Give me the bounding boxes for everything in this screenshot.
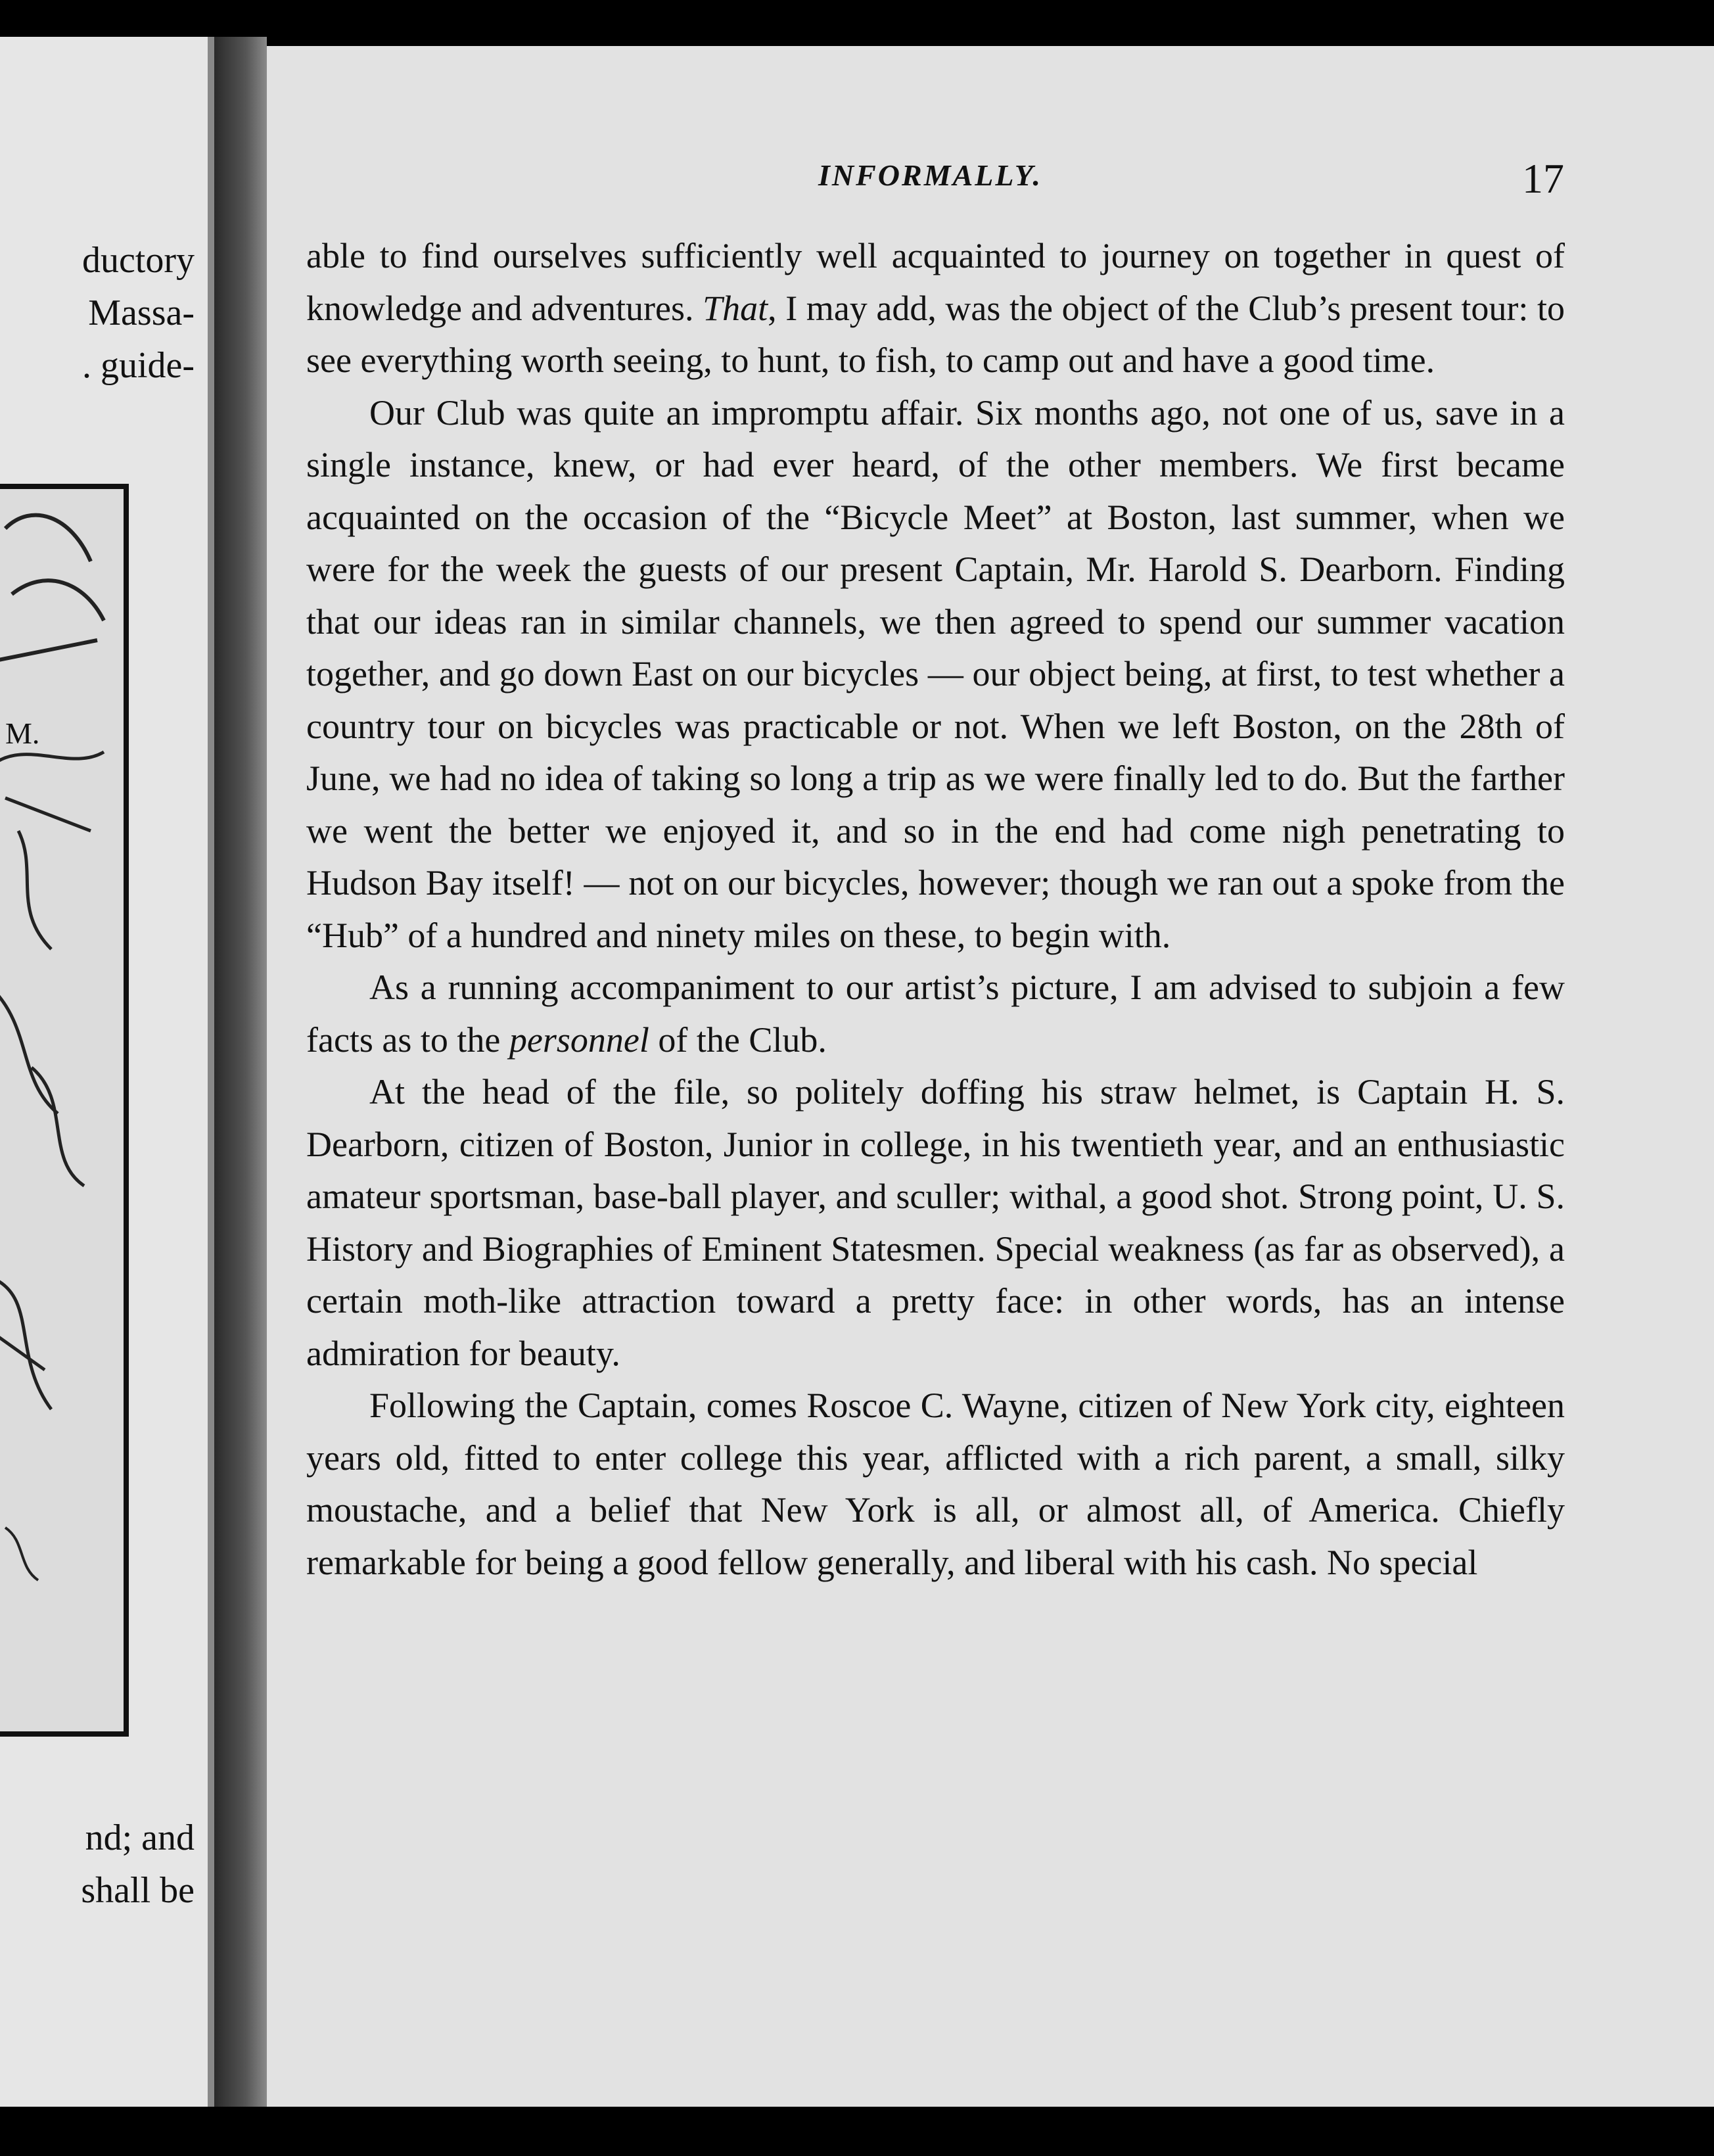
illustration-sign-text: M. (5, 716, 40, 750)
left-page-line-5: shall be (81, 1870, 195, 1911)
paragraph (306, 230, 1565, 387)
scan-border (0, 2107, 1714, 2156)
paragraph (306, 1066, 1565, 1380)
left-page-line-1: ductory (81, 240, 195, 281)
illustration-sketch (0, 489, 124, 1731)
paragraph-lead: Following the Captain, comes Roscoe C. Wayne, citizen of New York city, eighteen years old, fitted to enter college this year, afflicted with a rich parent, a small, silky moustache, and a belief that New York is all, or almost all, of America. Chiefly remarkable for being a good fellow generally, and liberal with his cash. No special (306, 1386, 1565, 1582)
left-facing-page (0, 37, 214, 2114)
paragraph-lead: able to find ourselves sufficiently well acquainted to journey on together in quest of knowledge and adventures. (306, 236, 1565, 328)
running-head: INFORMALLY. (818, 158, 1042, 192)
paragraph-italic: personnel (509, 1019, 649, 1060)
left-page-illustration (0, 484, 129, 1737)
paragraph (306, 962, 1565, 1066)
left-page-line-2: Massa- (88, 293, 195, 333)
paragraph-rest: , I may add, was the object of the Club’s present tour: to see everything worth seeing, to hunt, to fish, to camp out and have a good time. (306, 288, 1565, 380)
book-page (267, 46, 1714, 2107)
page-number: 17 (1522, 155, 1564, 202)
body-text (306, 230, 1565, 1589)
left-page-line-4: nd; and (85, 1817, 195, 1858)
book-gutter (214, 37, 267, 2114)
paragraph-lead: As a running accompaniment to our artist’s picture, I am advised to subjoin a few facts as to the (306, 968, 1565, 1060)
paragraph-italic: That (703, 288, 768, 328)
paragraph-lead: At the head of the file, so politely doffing his straw helmet, is Captain H. S. Dearborn, citizen of Boston, Junior in college, in his twentieth year, and an enthusiastic amateur sportsman, base-ball player, and sculler; withal, a good shot. Strong point, U. S. History and Biographies of Eminent Statesmen. Special weakness (as far as observed), a certain moth-like attraction toward a pretty face: in other words, has an intense admiration for beauty. (306, 1072, 1565, 1373)
left-page-line-3: . guide- (81, 345, 195, 386)
paragraph-rest: of the Club. (649, 1019, 827, 1060)
paragraph-lead: Our Club was quite an impromptu affair. Six months ago, not one of us, save in a single instance, knew, or had ever heard, of the other members. We first became acquainted on the occasion of the “Bicycle Meet” at Boston, last summer, when we were for the week the guests of our present Captain, Mr. Harold S. Dearborn. Finding that our ideas ran in similar channels, we then agreed to spend our summer vacation together, and go down East on our bicycles — our object being, at first, to test whether a country tour on bicycles was practicable or not. When we left Boston, on the 28th of June, we had no idea of taking so long a trip as we were finally led to do. But the farther we went the better we enjoyed it, and so in the end had come nigh penetrating to Hudson Bay itself! — not on our bicycles, however; though we ran out a spoke from the “Hub” of a hundred and ninety miles on these, to begin with. (306, 392, 1565, 955)
paragraph (306, 1380, 1565, 1589)
paragraph (306, 387, 1565, 962)
